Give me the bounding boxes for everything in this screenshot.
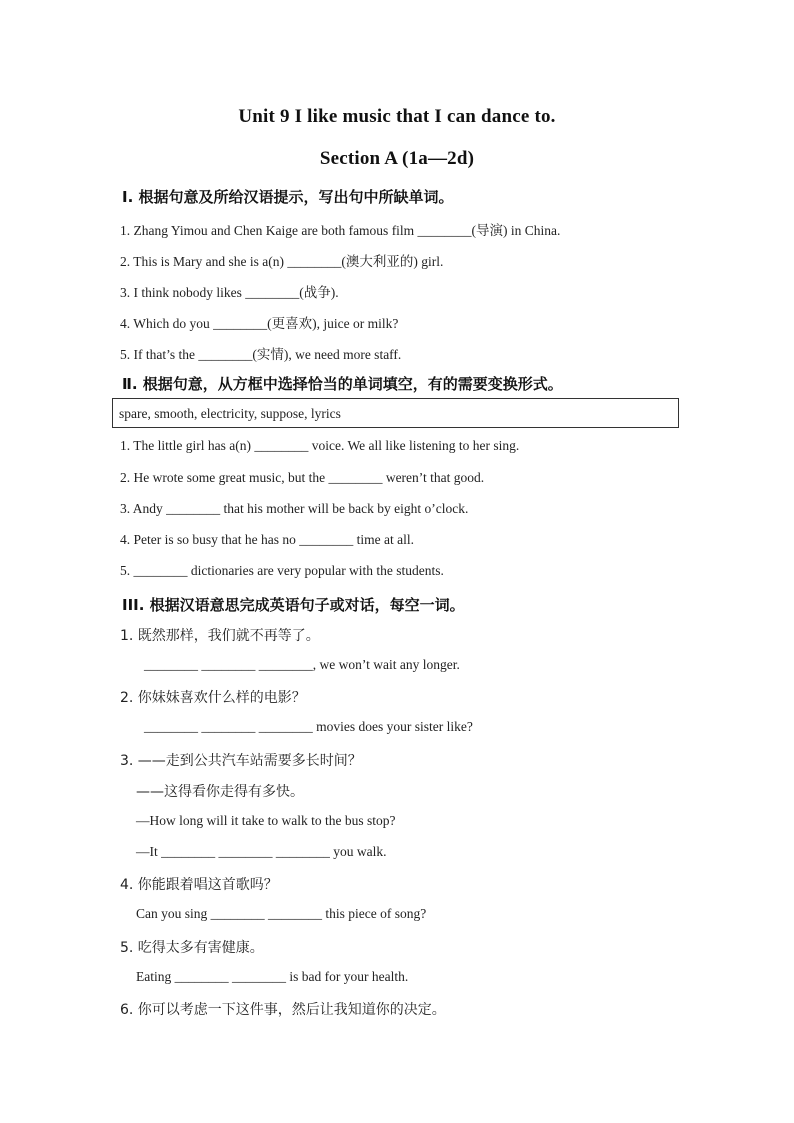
part3-q5-english: Eating ________ ________ is bad for your health. (136, 969, 409, 984)
part3-q6-chinese: 6. 你可以考虑一下这件事，然后让我知道你的决定。 (120, 1002, 446, 1018)
part3-q1-chinese: 1. 既然那样，我们就不再等了。 (120, 628, 320, 644)
part2-item-2: 2. He wrote some great music, but the ________ weren’t that good. (120, 470, 485, 485)
part3-q3-chinese-1: 3. ——走到公共汽车站需要多长时间？ (120, 753, 362, 769)
part1-item-2: 2. This is Mary and she is a(n) ________(澳大利亚的) girl. (120, 254, 444, 269)
part3-q3-english-2: —It ________ ________ ________ you walk. (136, 844, 387, 859)
part2-item-1: 1. The little girl has a(n) ________ voice. We all like listening to her sing. (120, 438, 520, 453)
part3-q2-english: ________ ________ ________ movies does your sister like? (144, 719, 473, 734)
part1-item-1: 1. Zhang Yimou and Chen Kaige are both famous film ________(导演) in China. (120, 223, 561, 238)
part2-heading: Ⅱ. 根据句意，从方框中选择恰当的单词填空，有的需要变换形式。 (122, 375, 563, 393)
page-title: Unit 9 I like music that I can dance to. (238, 106, 556, 127)
part3-q3-english-1: —How long will it take to walk to the bus stop? (136, 813, 396, 828)
part3-q5-chinese: 5. 吃得太多有害健康。 (120, 940, 264, 956)
part3-q1-english: ________ ________ ________, we won’t wait any longer. (144, 657, 460, 672)
page-subtitle: Section A (1a—2d) (319, 148, 475, 169)
part3-heading: III. 根据汉语意思完成英语句子或对话，每空一词。 (122, 596, 465, 614)
part1-item-3: 3. I think nobody likes ________(战争). (120, 285, 339, 300)
part3-q4-english: Can you sing ________ ________ this piece of song? (136, 906, 427, 921)
part2-item-3: 3. Andy ________ that his mother will be back by eight o’clock. (120, 501, 469, 516)
part2-item-5: 5. ________ dictionaries are very popular with the students. (120, 563, 444, 578)
part1-heading: Ⅰ. 根据句意及所给汉语提示，写出句中所缺单词。 (122, 188, 454, 206)
part3-q2-chinese: 2. 你妹妹喜欢什么样的电影？ (120, 690, 306, 706)
part2-item-4: 4. Peter is so busy that he has no ________ time at all. (120, 532, 414, 547)
part3-q3-chinese-2: ——这得看你走得有多快。 (136, 784, 304, 800)
part1-item-4: 4. Which do you ________(更喜欢), juice or milk? (120, 316, 399, 331)
part1-item-5: 5. If that’s the ________(实情), we need more staff. (120, 347, 402, 362)
word-box (112, 398, 679, 428)
part3-q4-chinese: 4. 你能跟着唱这首歌吗？ (120, 877, 278, 893)
word-box-text: spare, smooth, electricity, suppose, lyrics (119, 406, 341, 421)
